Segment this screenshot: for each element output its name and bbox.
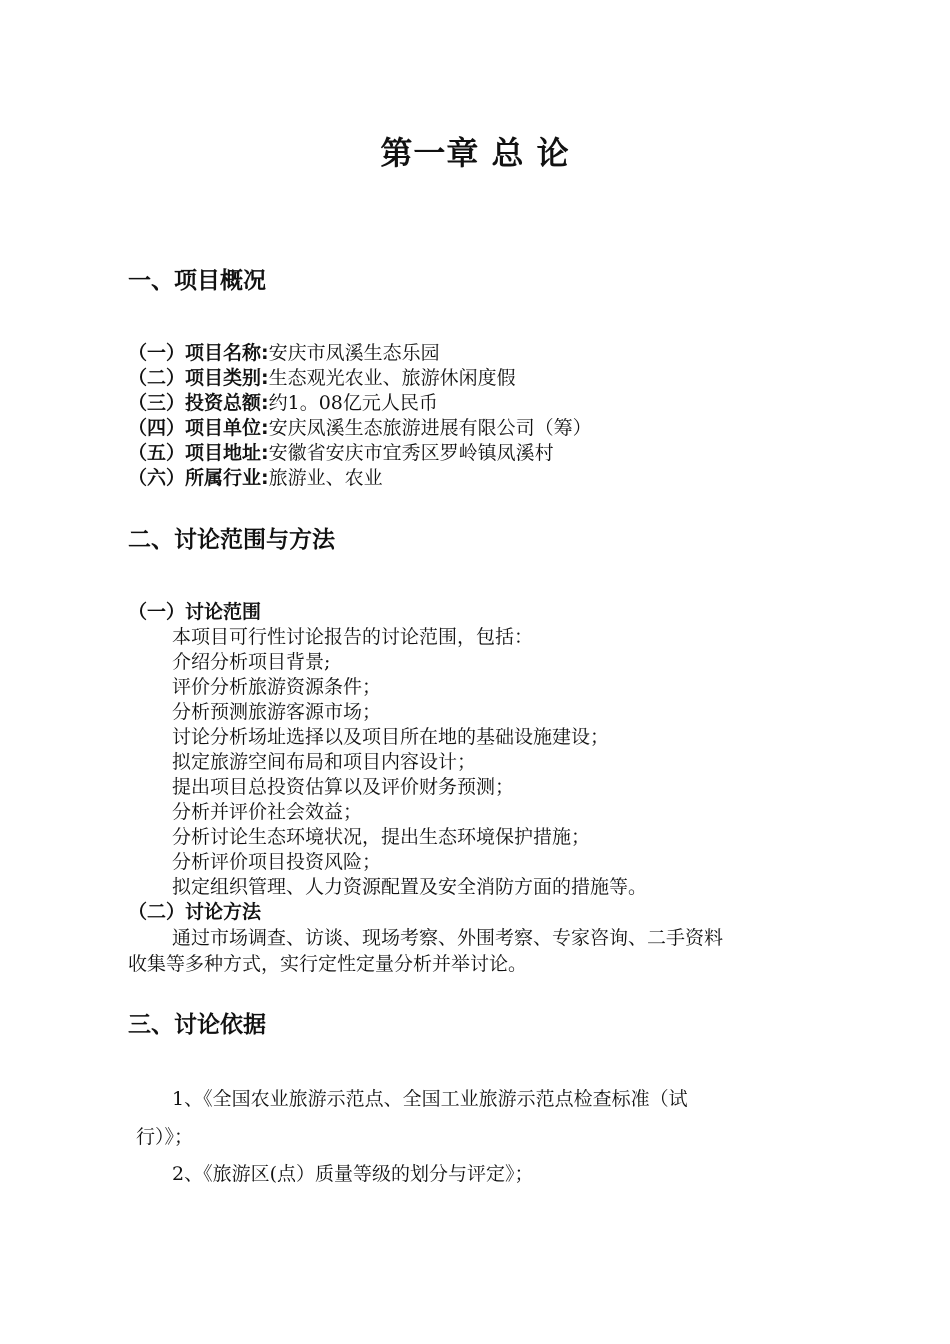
overview-item-label: （一）项目名称: (128, 342, 269, 364)
scope-line: 评价分析旅游资源条件； (172, 676, 382, 698)
overview-item-value: 安庆市凤溪生态乐园 (268, 342, 440, 364)
scope-line: 讨论分析场址选择以及项目所在地的基础设施建设； (172, 726, 610, 748)
overview-item-value: 约1。08亿元人民币 (268, 392, 438, 414)
method-text-line2: 收集等多种方式，实行定性定量分析并举讨论。 (128, 953, 528, 975)
reference-item-2: 2、《旅游区(点）质量等级的划分与评定》； (172, 1163, 534, 1185)
overview-item (128, 416, 592, 441)
chapter-title: 第一章 总 论 (380, 134, 570, 172)
scope-line: 介绍分析项目背景; (172, 651, 331, 673)
scope-line: 拟定组织管理、人力资源配置及安全消防方面的措施等。 (172, 876, 648, 898)
section-heading-scope-method: 二、讨论范围与方法 (128, 527, 335, 553)
overview-item-value: 旅游业、农业 (268, 467, 383, 489)
overview-item-label: （六）所属行业: (128, 467, 269, 489)
scope-line: 本项目可行性讨论报告的讨论范围，包括： (172, 626, 534, 648)
scope-line: 分析并评价社会效益； (172, 801, 363, 823)
section-heading-overview: 一、项目概况 (128, 268, 266, 294)
scope-line: 分析预测旅游客源市场； (172, 701, 382, 723)
overview-item-label: （二）项目类别: (128, 367, 269, 389)
section-heading-basis: 三、讨论依据 (128, 1012, 266, 1038)
reference-item-1-line2: 行）》； (136, 1126, 194, 1148)
scope-line: 分析讨论生态环境状况，提出生态环境保护措施； (172, 826, 591, 848)
method-text-line1: 通过市场调查、访谈、现场考察、外围考察、专家咨询、二手资料 (172, 927, 724, 949)
overview-item (128, 441, 554, 466)
overview-item (128, 391, 438, 416)
overview-item-value: 安庆凤溪生态旅游进展有限公司（筹） (268, 417, 592, 439)
overview-item-value: 生态观光农业、旅游休闲度假 (268, 367, 516, 389)
overview-item-value: 安徽省安庆市宜秀区罗岭镇凤溪村 (268, 442, 554, 464)
overview-item-label: （五）项目地址: (128, 442, 269, 464)
overview-item-label: （三）投资总额: (128, 392, 269, 414)
overview-item-label: （四）项目单位: (128, 417, 269, 439)
overview-item (128, 341, 440, 366)
reference-item-1-line1: 1、《全国农业旅游示范点、全国工业旅游示范点检查标准（试 (172, 1088, 688, 1110)
overview-item (128, 366, 516, 391)
scope-heading: （一）讨论范围 (128, 601, 262, 623)
method-heading: （二）讨论方法 (128, 901, 262, 923)
scope-line: 提出项目总投资估算以及评价财务预测； (172, 776, 515, 798)
scope-line: 分析评价项目投资风险； (172, 851, 382, 873)
scope-line: 拟定旅游空间布局和项目内容设计； (172, 751, 477, 773)
overview-item (128, 466, 383, 491)
